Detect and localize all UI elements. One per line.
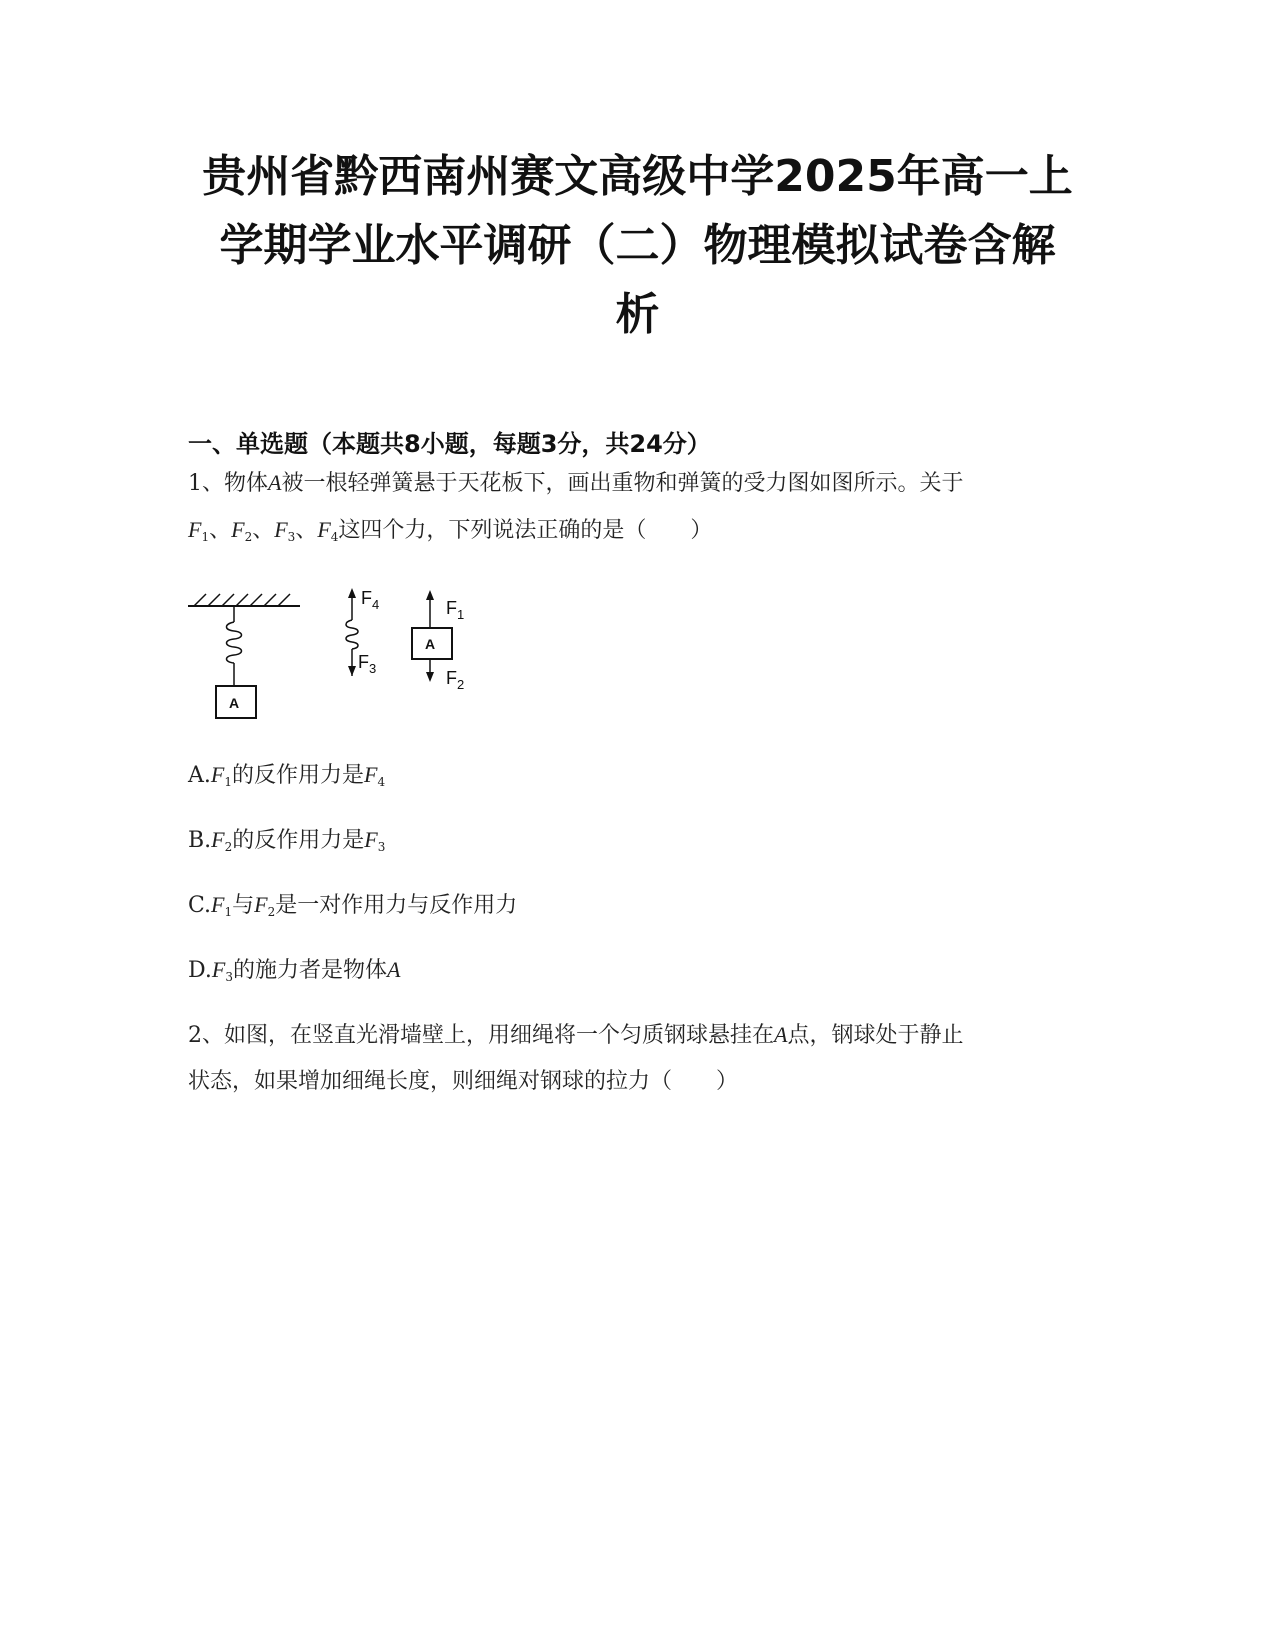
arrow-down-f3	[348, 666, 356, 676]
option-a[interactable]	[188, 760, 385, 797]
q2-stem-post: 点，钢球处于静止	[787, 1023, 964, 1048]
force-f: F	[188, 517, 202, 542]
option-b[interactable]	[188, 825, 385, 862]
option-c-post: 是一对作用力与反作用力	[275, 893, 518, 918]
force-sub: 3	[225, 970, 233, 984]
force-f: F	[211, 892, 225, 917]
question-2-stem-line-1	[188, 1020, 963, 1051]
spring-force-diagram	[188, 588, 488, 746]
force-sub: 3	[377, 840, 386, 854]
force-f: F	[274, 517, 288, 542]
force-sub: 3	[287, 530, 296, 544]
force-sub: 1	[224, 905, 233, 919]
force-sub: 2	[244, 530, 253, 544]
free-spring	[346, 606, 358, 676]
q2-stem-pre: 2、如图，在竖直光滑墙壁上，用细绳将一个匀质钢球悬挂在	[188, 1023, 774, 1048]
force-sub: 4	[377, 775, 386, 789]
title-line-1: 贵州省黔西南州赛文高级中学2025年高一上	[202, 151, 1073, 202]
title-line-3: 析	[615, 289, 660, 340]
arrow-up-f1	[426, 590, 434, 600]
q1-stem-post: 被一根轻弹簧悬于天花板下，画出重物和弹簧的受力图如图所示。关于	[281, 471, 964, 496]
page-title	[170, 142, 1105, 349]
block-a-free-label: A	[425, 636, 436, 652]
force-f: F	[254, 892, 268, 917]
title-line-2: 学期学业水平调研（二）物理模拟试卷含解	[219, 220, 1056, 271]
option-d-mid: 的施力者是物体	[232, 958, 387, 983]
separator: 、	[209, 518, 232, 543]
question-1-stem-line-2	[188, 515, 712, 552]
section-heading: 一、单选题（本题共8小题，每题3分，共24分）	[188, 430, 711, 458]
option-c-prefix: C.	[188, 893, 212, 918]
spring-force-svg	[188, 588, 488, 746]
label-f3: $F_3$	[358, 652, 377, 676]
ceiling-hatch	[194, 594, 290, 606]
question-2-stem-line-2: 状态，如果增加细绳长度，则细绳对钢球的拉力（ ）	[188, 1069, 739, 1094]
option-d-var: A	[386, 957, 401, 982]
option-c[interactable]	[188, 890, 517, 927]
arrow-up-f4	[348, 588, 356, 598]
spring-coil	[227, 622, 242, 663]
option-d[interactable]	[188, 955, 400, 992]
label-f4: $F_4$	[361, 588, 380, 612]
option-b-mid: 的反作用力是	[232, 828, 365, 853]
option-c-mid: 与	[232, 893, 255, 918]
option-a-mid: 的反作用力是	[231, 763, 364, 788]
force-f: F	[231, 517, 245, 542]
q1-stem-post-2: 这四个力，下列说法正确的是（ ）	[338, 518, 713, 543]
force-f: F	[210, 762, 225, 787]
force-f: F	[211, 957, 226, 982]
option-b-prefix: B.	[188, 828, 212, 853]
label-f2: $F_2$	[446, 668, 465, 692]
force-f: F	[317, 517, 331, 542]
force-sub: 4	[330, 530, 339, 544]
force-f: F	[211, 827, 225, 852]
separator: 、	[252, 518, 275, 543]
arrow-down-f2	[426, 672, 434, 682]
q1-stem-pre: 1、物体	[188, 471, 268, 496]
option-a-prefix: A.	[188, 763, 211, 788]
force-sub: 2	[267, 905, 276, 919]
q2-var-a: A	[774, 1022, 788, 1047]
q1-var-a: A	[268, 470, 282, 495]
question-1-stem-line-1	[188, 468, 963, 499]
force-sub: 2	[224, 840, 233, 854]
block-a-label: A	[229, 695, 240, 711]
force-sub: 1	[224, 775, 232, 789]
force-f: F	[364, 827, 378, 852]
force-f: F	[364, 762, 378, 787]
label-f1: $F_1$	[446, 598, 465, 622]
option-d-prefix: D.	[188, 958, 212, 983]
separator: 、	[295, 518, 318, 543]
force-sub: 1	[201, 530, 210, 544]
